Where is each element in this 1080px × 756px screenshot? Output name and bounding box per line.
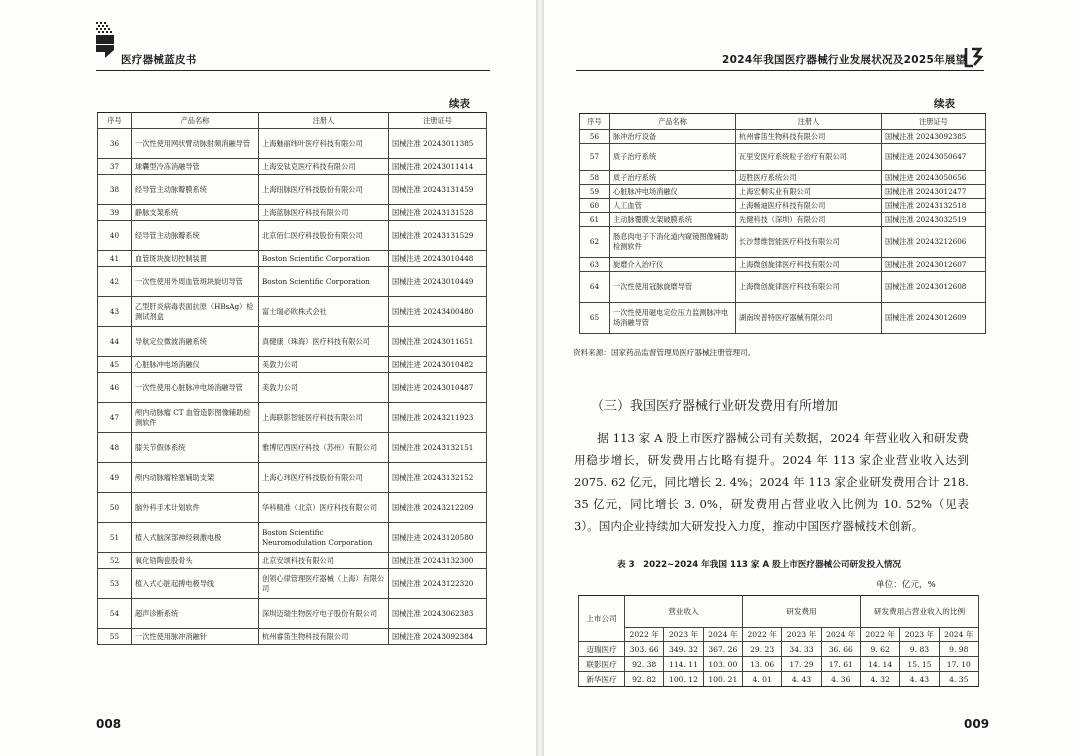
row-product: 球囊型冷冻消融导管 [132, 159, 259, 175]
running-header-title: 医疗器械蓝皮书 [121, 54, 197, 66]
year-header: 2023 年 [900, 628, 939, 642]
row-product: 一次性使用外周血管斑块旋切导管 [132, 267, 259, 297]
row-product: 经导管主动脉瓣系统 [132, 221, 259, 251]
row-cert: 国械注准 20243132151 [389, 433, 487, 463]
row-registrant: 创领心律管理医疗器械（上海）有限公司 [259, 569, 389, 599]
year-header: 2022 年 [625, 628, 664, 642]
row-registrant: 上海宏桐实业有限公司 [736, 185, 882, 199]
row-product: 主动脉覆膜支架破膜系统 [610, 213, 736, 227]
row-registrant: 上海微创旋律医疗科技有限公司 [736, 272, 882, 303]
value-cell: 4. 36 [821, 672, 860, 687]
row-registrant: 湖南埃普特医疗器械有限公司 [736, 303, 882, 334]
value-cell: 92. 82 [625, 672, 664, 687]
row-cert: 国械注准 20243211923 [389, 403, 487, 433]
value-cell: 4. 32 [860, 672, 899, 687]
row-registrant: 上海纽脉医疗科技股份有限公司 [259, 175, 389, 205]
row-cert: 国械注准 20243122320 [389, 569, 487, 599]
row-product: 植入式心脏起搏电极导线 [132, 569, 259, 599]
row-no: 43 [98, 297, 132, 327]
row-cert: 国械注准 20243131528 [389, 205, 487, 221]
value-cell: 13. 06 [742, 657, 781, 672]
value-cell: 103. 00 [703, 657, 742, 672]
row-cert: 国械注准 20243132518 [882, 199, 986, 213]
row-product: 经导管主动脉瓣膜系统 [132, 175, 259, 205]
row-registrant: 华科精准（北京）医疗科技有限公司 [259, 493, 389, 523]
rd-investment-table [578, 595, 979, 687]
row-registrant: 雅博尼西医疗科技（苏州）有限公司 [259, 433, 389, 463]
book-series-logo-icon [96, 22, 116, 66]
running-header-title: 2024年我国医疗器械行业发展状况及2025年展望 [722, 54, 967, 66]
left-page [0, 0, 536, 756]
row-product: 氧化锆陶瓷股骨头 [132, 553, 259, 569]
body-paragraph: 据 113 家 A 股上市医疗器械公司有关数据，2024 年营业收入和研发费用稳步增长，研发费用占比略有提升。2024 年 113 家企业营业收入达到 2075. 62 亿元，同比增长 2. 4%；2024 年 113 家企业研发费用合计 218. 35 亿元，同比增长 3. 0%，研发费用占营业收入比例为 10. 52%（见表 3）。国内企业持续加大研发投入力度，推动中国医疗器械技术创新。 [574, 431, 969, 533]
row-cert: 国械注准 20243092385 [882, 130, 986, 144]
row-registrant: Boston Scientific Neuromodulation Corporation [259, 523, 389, 553]
col-header-registrant: 注册人 [259, 113, 389, 129]
table-row [580, 258, 986, 272]
row-registrant: 先健科技（深圳）有限公司 [736, 213, 882, 227]
year-header: 2024 年 [939, 628, 978, 642]
table3-title: 表 3 2022~2024 年我国 113 家 A 股上市医疗器械公司研发投入情况 [617, 560, 902, 570]
table-row [580, 171, 986, 185]
row-no: 40 [98, 221, 132, 251]
row-cert: 国械注准 20243011385 [389, 129, 487, 159]
row-product: 脉冲治疗设备 [610, 130, 736, 144]
value-cell: 29. 23 [742, 642, 781, 657]
row-no: 63 [580, 258, 610, 272]
company-name: 新华医疗 [579, 672, 625, 687]
row-registrant: 美敦力公司 [259, 373, 389, 403]
chapter-mark-icon [964, 46, 984, 68]
continued-label: 续表 [449, 98, 470, 110]
row-no: 52 [98, 553, 132, 569]
row-registrant: 上海魅丽纬叶医疗科技有限公司 [259, 129, 389, 159]
year-header: 2023 年 [664, 628, 703, 642]
group-header-rd-ratio: 研发费用占营业收入的比例 [860, 596, 978, 628]
row-registrant: Boston Scientific Corporation [259, 251, 389, 267]
row-cert: 国械注进 20243010487 [389, 373, 487, 403]
row-product: 膝关节假体系统 [132, 433, 259, 463]
row-cert: 国械注准 20243011414 [389, 159, 487, 175]
row-registrant: 真健康（珠海）医疗科技有限公司 [259, 327, 389, 357]
table-row [580, 130, 986, 144]
table-row [98, 493, 487, 523]
table-row [580, 272, 986, 303]
row-product: 一次性使用脉冲消融针 [132, 629, 259, 645]
value-cell: 9. 62 [860, 642, 899, 657]
row-no: 36 [98, 129, 132, 159]
value-cell: 4. 35 [939, 672, 978, 687]
row-registrant: 上海蓝脉医疗科技有限公司 [259, 205, 389, 221]
col-header-cert: 注册证号 [882, 114, 986, 130]
section-heading: （三）我国医疗器械行业研发费用有所增加 [591, 399, 839, 414]
table-header-row [579, 596, 979, 628]
row-cert: 国械注准 20243212606 [882, 227, 986, 258]
table-row [98, 463, 487, 493]
row-cert: 国械注准 20243012477 [882, 185, 986, 199]
row-cert: 国械注准 20243131529 [389, 221, 487, 251]
row-no: 62 [580, 227, 610, 258]
row-product: 一次性使用磁电定位压力监测脉冲电场消融导管 [610, 303, 736, 334]
row-product: 肠息肉电子下消化道内窥镜图像辅助检测软件 [610, 227, 736, 258]
row-product: 植入式脑深部神经刺激电极 [132, 523, 259, 553]
row-cert: 国械注准 20243011651 [389, 327, 487, 357]
row-product: 心脏脉冲电场消融仪 [610, 185, 736, 199]
book-gutter [536, 0, 544, 756]
company-name: 迈瑞医疗 [579, 642, 625, 657]
table-row [98, 297, 487, 327]
value-cell: 4. 43 [900, 672, 939, 687]
table-row [98, 357, 487, 373]
registration-table [579, 113, 986, 334]
col-header-product: 产品名称 [610, 114, 736, 130]
value-cell: 367. 26 [703, 642, 742, 657]
header-rule [576, 70, 984, 71]
row-cert: 国械注准 20243032519 [882, 213, 986, 227]
table-row [580, 227, 986, 258]
table-row [580, 144, 986, 171]
row-cert: 国械注准 20243012609 [882, 303, 986, 334]
table-header-row [98, 113, 487, 129]
row-no: 47 [98, 403, 132, 433]
row-cert: 国械注准 20243132300 [389, 553, 487, 569]
row-cert: 国械注进 20243120580 [389, 523, 487, 553]
row-no: 50 [98, 493, 132, 523]
row-no: 65 [580, 303, 610, 334]
row-no: 61 [580, 213, 610, 227]
row-product: 超声诊断系统 [132, 599, 259, 629]
row-product: 导航定位微波消融系统 [132, 327, 259, 357]
value-cell: 92. 38 [625, 657, 664, 672]
row-registrant: 深圳迈瑞生物医疗电子股份有限公司 [259, 599, 389, 629]
value-cell: 303. 66 [625, 642, 664, 657]
row-registrant: 杭州睿笛生物科技有限公司 [736, 130, 882, 144]
table-row [579, 672, 979, 687]
company-name: 联影医疗 [579, 657, 625, 672]
row-no: 57 [580, 144, 610, 171]
table-row [579, 657, 979, 672]
table-row [98, 433, 487, 463]
table-row [98, 221, 487, 251]
value-cell: 9. 98 [939, 642, 978, 657]
row-cert: 国械注进 20243400480 [389, 297, 487, 327]
year-header: 2024 年 [703, 628, 742, 642]
row-no: 45 [98, 357, 132, 373]
row-product: 颅内动脉瘤 CT 血管造影图像辅助检测软件 [132, 403, 259, 433]
col-header-company: 上市公司 [579, 596, 625, 642]
row-no: 51 [98, 523, 132, 553]
col-header-no: 序号 [98, 113, 132, 129]
row-no: 59 [580, 185, 610, 199]
table-row [98, 403, 487, 433]
row-product: 一次性使用心脏脉冲电场消融导管 [132, 373, 259, 403]
value-cell: 36. 66 [821, 642, 860, 657]
table-row [580, 303, 986, 334]
row-registrant: Boston Scientific Corporation [259, 267, 389, 297]
table-row [98, 159, 487, 175]
year-header: 2024 年 [821, 628, 860, 642]
row-product: 一次性使用网状臂动脉射频消融导管 [132, 129, 259, 159]
value-cell: 9. 83 [900, 642, 939, 657]
table-row [580, 185, 986, 199]
value-cell: 4. 01 [742, 672, 781, 687]
table-row [98, 553, 487, 569]
row-registrant: 富士瑞必欧株式会社 [259, 297, 389, 327]
table-row [98, 523, 487, 553]
row-cert: 国械注进 20243010448 [389, 251, 487, 267]
table-row [98, 569, 487, 599]
row-product: 人工血管 [610, 199, 736, 213]
row-cert: 国械注准 20243212209 [389, 493, 487, 523]
table-row [98, 251, 487, 267]
table-row [98, 629, 487, 645]
row-registrant: 上海心玮医疗科技股份有限公司 [259, 463, 389, 493]
row-registrant: 长沙慧维智能医疗科技有限公司 [736, 227, 882, 258]
page-number: 009 [964, 717, 990, 731]
row-product: 静脉支架系统 [132, 205, 259, 221]
table-year-row [579, 628, 979, 642]
row-registrant: 瓦里安医疗系统粒子治疗有限公司 [736, 144, 882, 171]
row-cert: 国械注准 20243012607 [882, 258, 986, 272]
table-row [98, 205, 487, 221]
table-row [580, 213, 986, 227]
table-row [98, 129, 487, 159]
row-cert: 国械注进 20243050656 [882, 171, 986, 185]
row-product: 颅内动脉瘤栓塞辅助支架 [132, 463, 259, 493]
year-header: 2022 年 [742, 628, 781, 642]
year-header: 2022 年 [860, 628, 899, 642]
value-cell: 4. 43 [782, 672, 821, 687]
right-page [544, 0, 1080, 756]
value-cell: 34. 33 [782, 642, 821, 657]
table-row [98, 327, 487, 357]
row-no: 56 [580, 130, 610, 144]
value-cell: 14. 14 [860, 657, 899, 672]
row-no: 39 [98, 205, 132, 221]
table-row [98, 267, 487, 297]
row-product: 质子治疗系统 [610, 144, 736, 171]
value-cell: 17. 29 [782, 657, 821, 672]
row-registrant: 上海微创旋律医疗科技有限公司 [736, 258, 882, 272]
table-row [580, 199, 986, 213]
row-no: 42 [98, 267, 132, 297]
group-header-revenue: 营业收入 [625, 596, 743, 628]
value-cell: 114. 11 [664, 657, 703, 672]
row-no: 53 [98, 569, 132, 599]
table-row [98, 373, 487, 403]
row-no: 60 [580, 199, 610, 213]
row-cert: 国械注进 20243010482 [389, 357, 487, 373]
value-cell: 15. 15 [900, 657, 939, 672]
row-cert: 国械注准 20243062383 [389, 599, 487, 629]
row-no: 37 [98, 159, 132, 175]
registration-table [97, 112, 487, 645]
value-cell: 17. 61 [821, 657, 860, 672]
value-cell: 17. 10 [939, 657, 978, 672]
year-header: 2023 年 [782, 628, 821, 642]
col-header-no: 序号 [580, 114, 610, 130]
row-product: 乙型肝炎病毒表面抗原（HBsAg）检测试剂盒 [132, 297, 259, 327]
row-no: 58 [580, 171, 610, 185]
row-product: 脑外科手术计划软件 [132, 493, 259, 523]
row-no: 54 [98, 599, 132, 629]
row-registrant: 上海畅迪医疗科技有限公司 [736, 199, 882, 213]
row-registrant: 迈胜医疗系统公司 [736, 171, 882, 185]
col-header-registrant: 注册人 [736, 114, 882, 130]
row-registrant: 北京安颂科技有限公司 [259, 553, 389, 569]
table-row [579, 642, 979, 657]
row-no: 49 [98, 463, 132, 493]
row-registrant: 美敦力公司 [259, 357, 389, 373]
row-product: 旋磨介入治疗仪 [610, 258, 736, 272]
row-registrant: 上海安钛克医疗科技有限公司 [259, 159, 389, 175]
page-number: 008 [96, 717, 122, 731]
col-header-cert: 注册证号 [389, 113, 487, 129]
row-no: 48 [98, 433, 132, 463]
row-product: 质子治疗系统 [610, 171, 736, 185]
row-no: 55 [98, 629, 132, 645]
row-product: 一次性使用冠脉旋磨导管 [610, 272, 736, 303]
table-row [98, 175, 487, 205]
row-cert: 国械注准 20243132152 [389, 463, 487, 493]
row-cert: 国械注进 20243010449 [389, 267, 487, 297]
row-cert: 国械注进 20243050647 [882, 144, 986, 171]
source-note: 资料来源：国家药品监督管理局医疗器械注册管理司。 [573, 348, 756, 357]
row-cert: 国械注准 20243092384 [389, 629, 487, 645]
header-rule [96, 70, 490, 71]
value-cell: 100. 21 [703, 672, 742, 687]
row-no: 41 [98, 251, 132, 267]
table3-unit: 单位：亿元，% [876, 580, 936, 590]
value-cell: 100. 12 [664, 672, 703, 687]
row-no: 46 [98, 373, 132, 403]
table-row [98, 599, 487, 629]
row-registrant: 上海联影智能医疗科技有限公司 [259, 403, 389, 433]
row-no: 44 [98, 327, 132, 357]
continued-label: 续表 [934, 98, 955, 110]
group-header-rd-expense: 研发费用 [742, 596, 860, 628]
row-no: 38 [98, 175, 132, 205]
table-header-row [580, 114, 986, 130]
row-product: 血管斑块旋切控制装置 [132, 251, 259, 267]
row-no: 64 [580, 272, 610, 303]
col-header-product: 产品名称 [132, 113, 259, 129]
value-cell: 349. 32 [664, 642, 703, 657]
row-registrant: 杭州睿笛生物科技有限公司 [259, 629, 389, 645]
row-cert: 国械注准 20243131459 [389, 175, 487, 205]
row-cert: 国械注准 20243012608 [882, 272, 986, 303]
row-product: 心脏脉冲电场消融仪 [132, 357, 259, 373]
row-registrant: 北京佰仁医疗科技股份有限公司 [259, 221, 389, 251]
